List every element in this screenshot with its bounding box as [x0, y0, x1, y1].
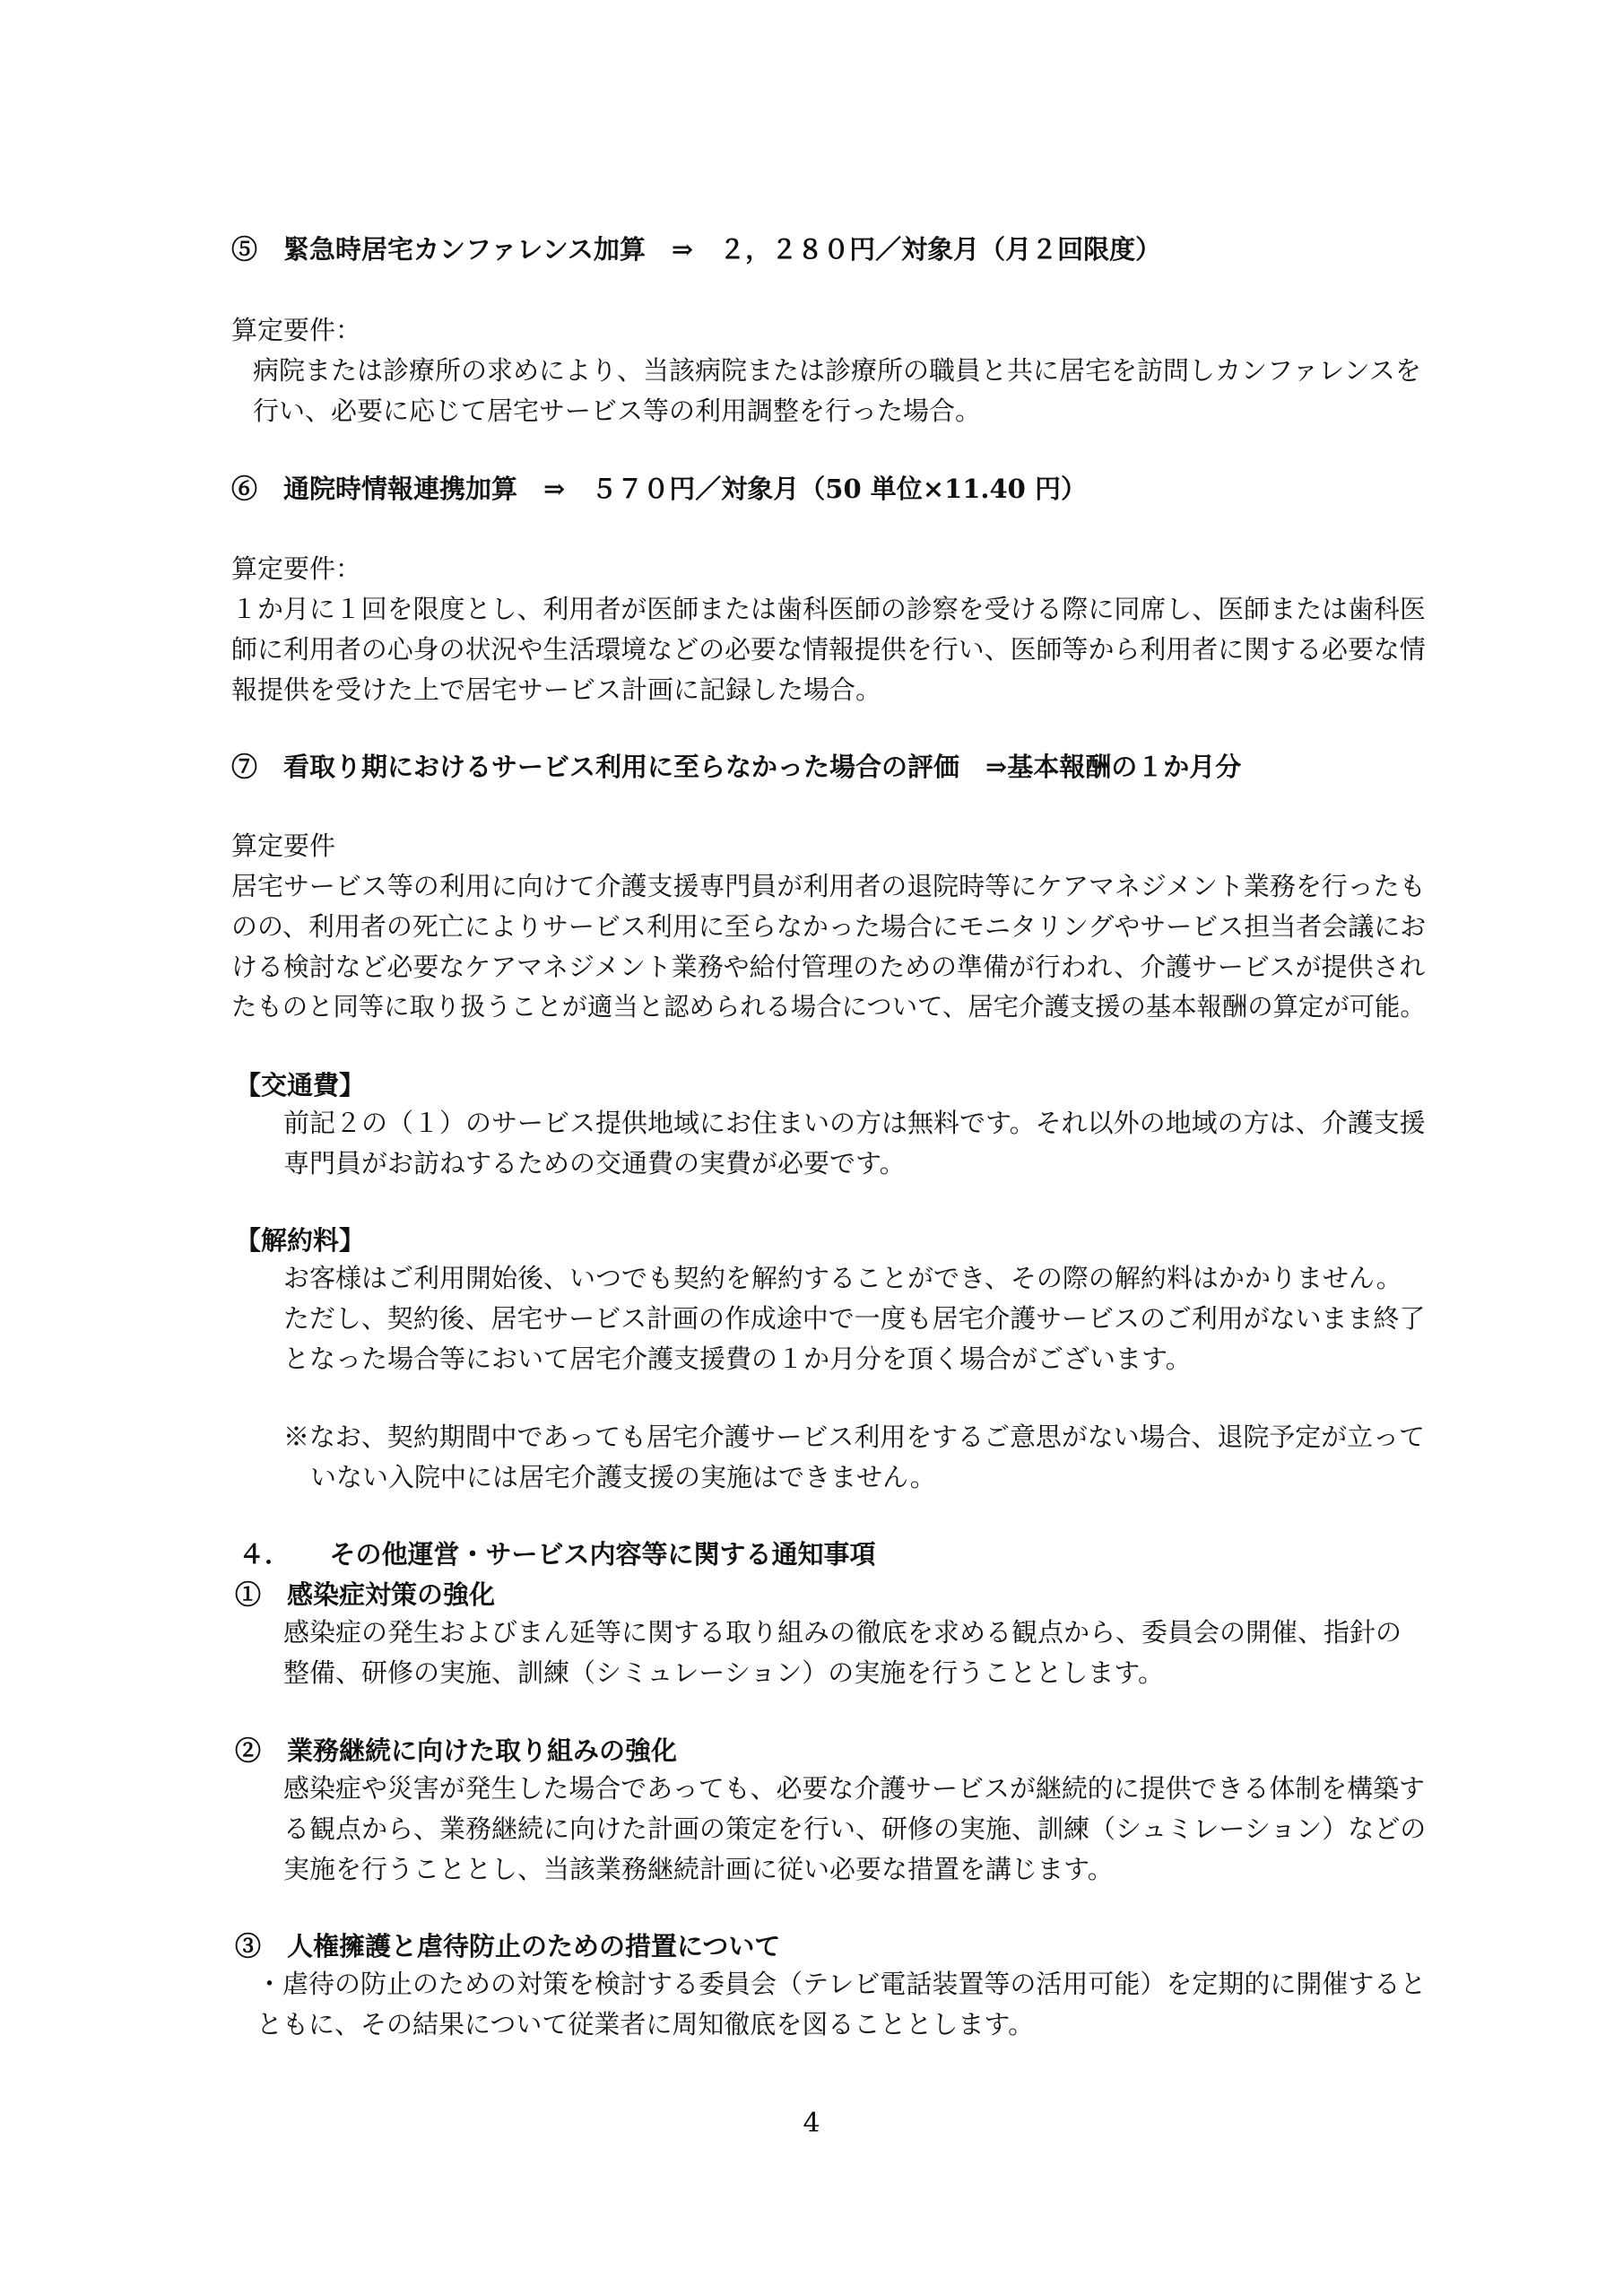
item5-heading: ⑤ 緊急時居宅カンファレンス加算 ⇒ ２，２８０円／対象月（月２回限度） — [231, 234, 1162, 265]
item5-body-line: 行い、必要に応じて居宅サービス等の利用調整を行った場合。 — [253, 396, 982, 426]
cancel-note-line: ※なお、契約期間中であっても居宅介護サービス利用をするご意思がない場合、退院予定が立って — [283, 1422, 1425, 1452]
section4-sub3-body-line: ともに、その結果について従業者に周知徹底を図ることとします。 — [256, 2009, 1035, 2039]
section4-sub3-body-line: ・虐待の防止のための対策を検討する委員会（テレビ電話装置等の活用可能）を定期的に開催すると — [256, 1969, 1427, 1999]
section4-sub2-body-line: 実施を行うこととし、当該業務継続計画に従い必要な措置を講じます。 — [283, 1854, 1114, 1884]
item6-body-line: 師に利用者の心身の状況や生活環境などの必要な情報提供を行い、医師等から利用者に関する必要な情 — [231, 634, 1426, 665]
section4-heading: ４． その他運営・サービス内容等に関する通知事項 — [239, 1539, 876, 1570]
item6-requirements-label: 算定要件： — [231, 553, 362, 584]
item5-body-line: 病院または診療所の求めにより、当該病院または診療所の職員と共に居宅を訪問しカンファレンスを — [253, 355, 1421, 386]
page-number: 4 — [803, 2108, 820, 2139]
transport-body-line: 前記２の（１）のサービス提供地域にお住まいの方は無料です。それ以外の地域の方は、介護支援 — [283, 1108, 1426, 1138]
cancel-body-line: となった場合等において居宅介護支援費の１か月分を頂く場合がございます。 — [283, 1344, 1192, 1374]
cancel-note-line: いない入院中には居宅介護支援の実施はできません。 — [310, 1462, 936, 1492]
cancel-body-line: ただし、契約後、居宅サービス計画の作成途中で一度も居宅介護サービスのご利用がないまま終了 — [283, 1303, 1426, 1334]
section4-sub1-heading: ① 感染症対策の強化 — [235, 1579, 496, 1610]
item6-body-line: 報提供を受けた上で居宅サービス計画に記録した場合。 — [231, 674, 882, 705]
section4-sub2-body-line: る観点から、業務継続に向けた計画の策定を行い、研修の実施、訓練（シュミレーション）などの — [283, 1813, 1427, 1844]
section4-sub1-body-line: 整備、研修の実施、訓練（シミュレーション）の実施を行うこととします。 — [283, 1657, 1164, 1688]
item7-body-line: のの、利用者の死亡によりサービス利用に至らなかった場合にモニタリングやサービス担当者会議にお — [231, 911, 1427, 942]
item6-heading: ⑥ 通院時情報連携加算 ⇒ ５７０円／対象月（50 単位×11.40 円） — [231, 474, 1087, 504]
item7-body-line: 居宅サービス等の利用に向けて介護支援専門員が利用者の退院時等にケアマネジメント業務を行ったも — [231, 871, 1426, 901]
item7-body-line: ける検討など必要なケアマネジメント業務や給付管理のための準備が行われ、介護サービスが提供され — [231, 952, 1426, 982]
cancel-body-line: お客様はご利用開始後、いつでも契約を解約することができ、その際の解約料はかかりません。 — [283, 1263, 1402, 1293]
section4-sub1-body-line: 感染症の発生およびまん延等に関する取り組みの徹底を求める観点から、委員会の開催、指針の — [283, 1617, 1402, 1648]
item7-body-line: たものと同等に取り扱うことが適当と認められる場合について、居宅介護支援の基本報酬の算定が可能。 — [231, 992, 1426, 1022]
item7-requirements-label: 算定要件 — [231, 831, 336, 861]
section4-sub2-heading: ② 業務継続に向けた取り組みの強化 — [235, 1735, 678, 1766]
section4-sub2-body-line: 感染症や災害が発生した場合であっても、必要な介護サービスが継続的に提供できる体制を構築す — [283, 1773, 1425, 1804]
item5-requirements-label: 算定要件： — [231, 315, 362, 345]
transport-body-line: 専門員がお訪ねするための交通費の実費が必要です。 — [283, 1148, 906, 1178]
cancel-heading: 【解約料】 — [235, 1225, 366, 1256]
item6-body-line: １か月に１回を限度とし、利用者が医師または歯科医師の診察を受ける際に同席し、医師または歯科医 — [231, 594, 1426, 624]
transport-heading: 【交通費】 — [235, 1070, 366, 1100]
item7-heading: ⑦ 看取り期におけるサービス利用に至らなかった場合の評価 ⇒基本報酬の１か月分 — [231, 752, 1242, 782]
section4-sub3-heading: ③ 人権擁護と虐待防止のための措置について — [235, 1931, 781, 1961]
